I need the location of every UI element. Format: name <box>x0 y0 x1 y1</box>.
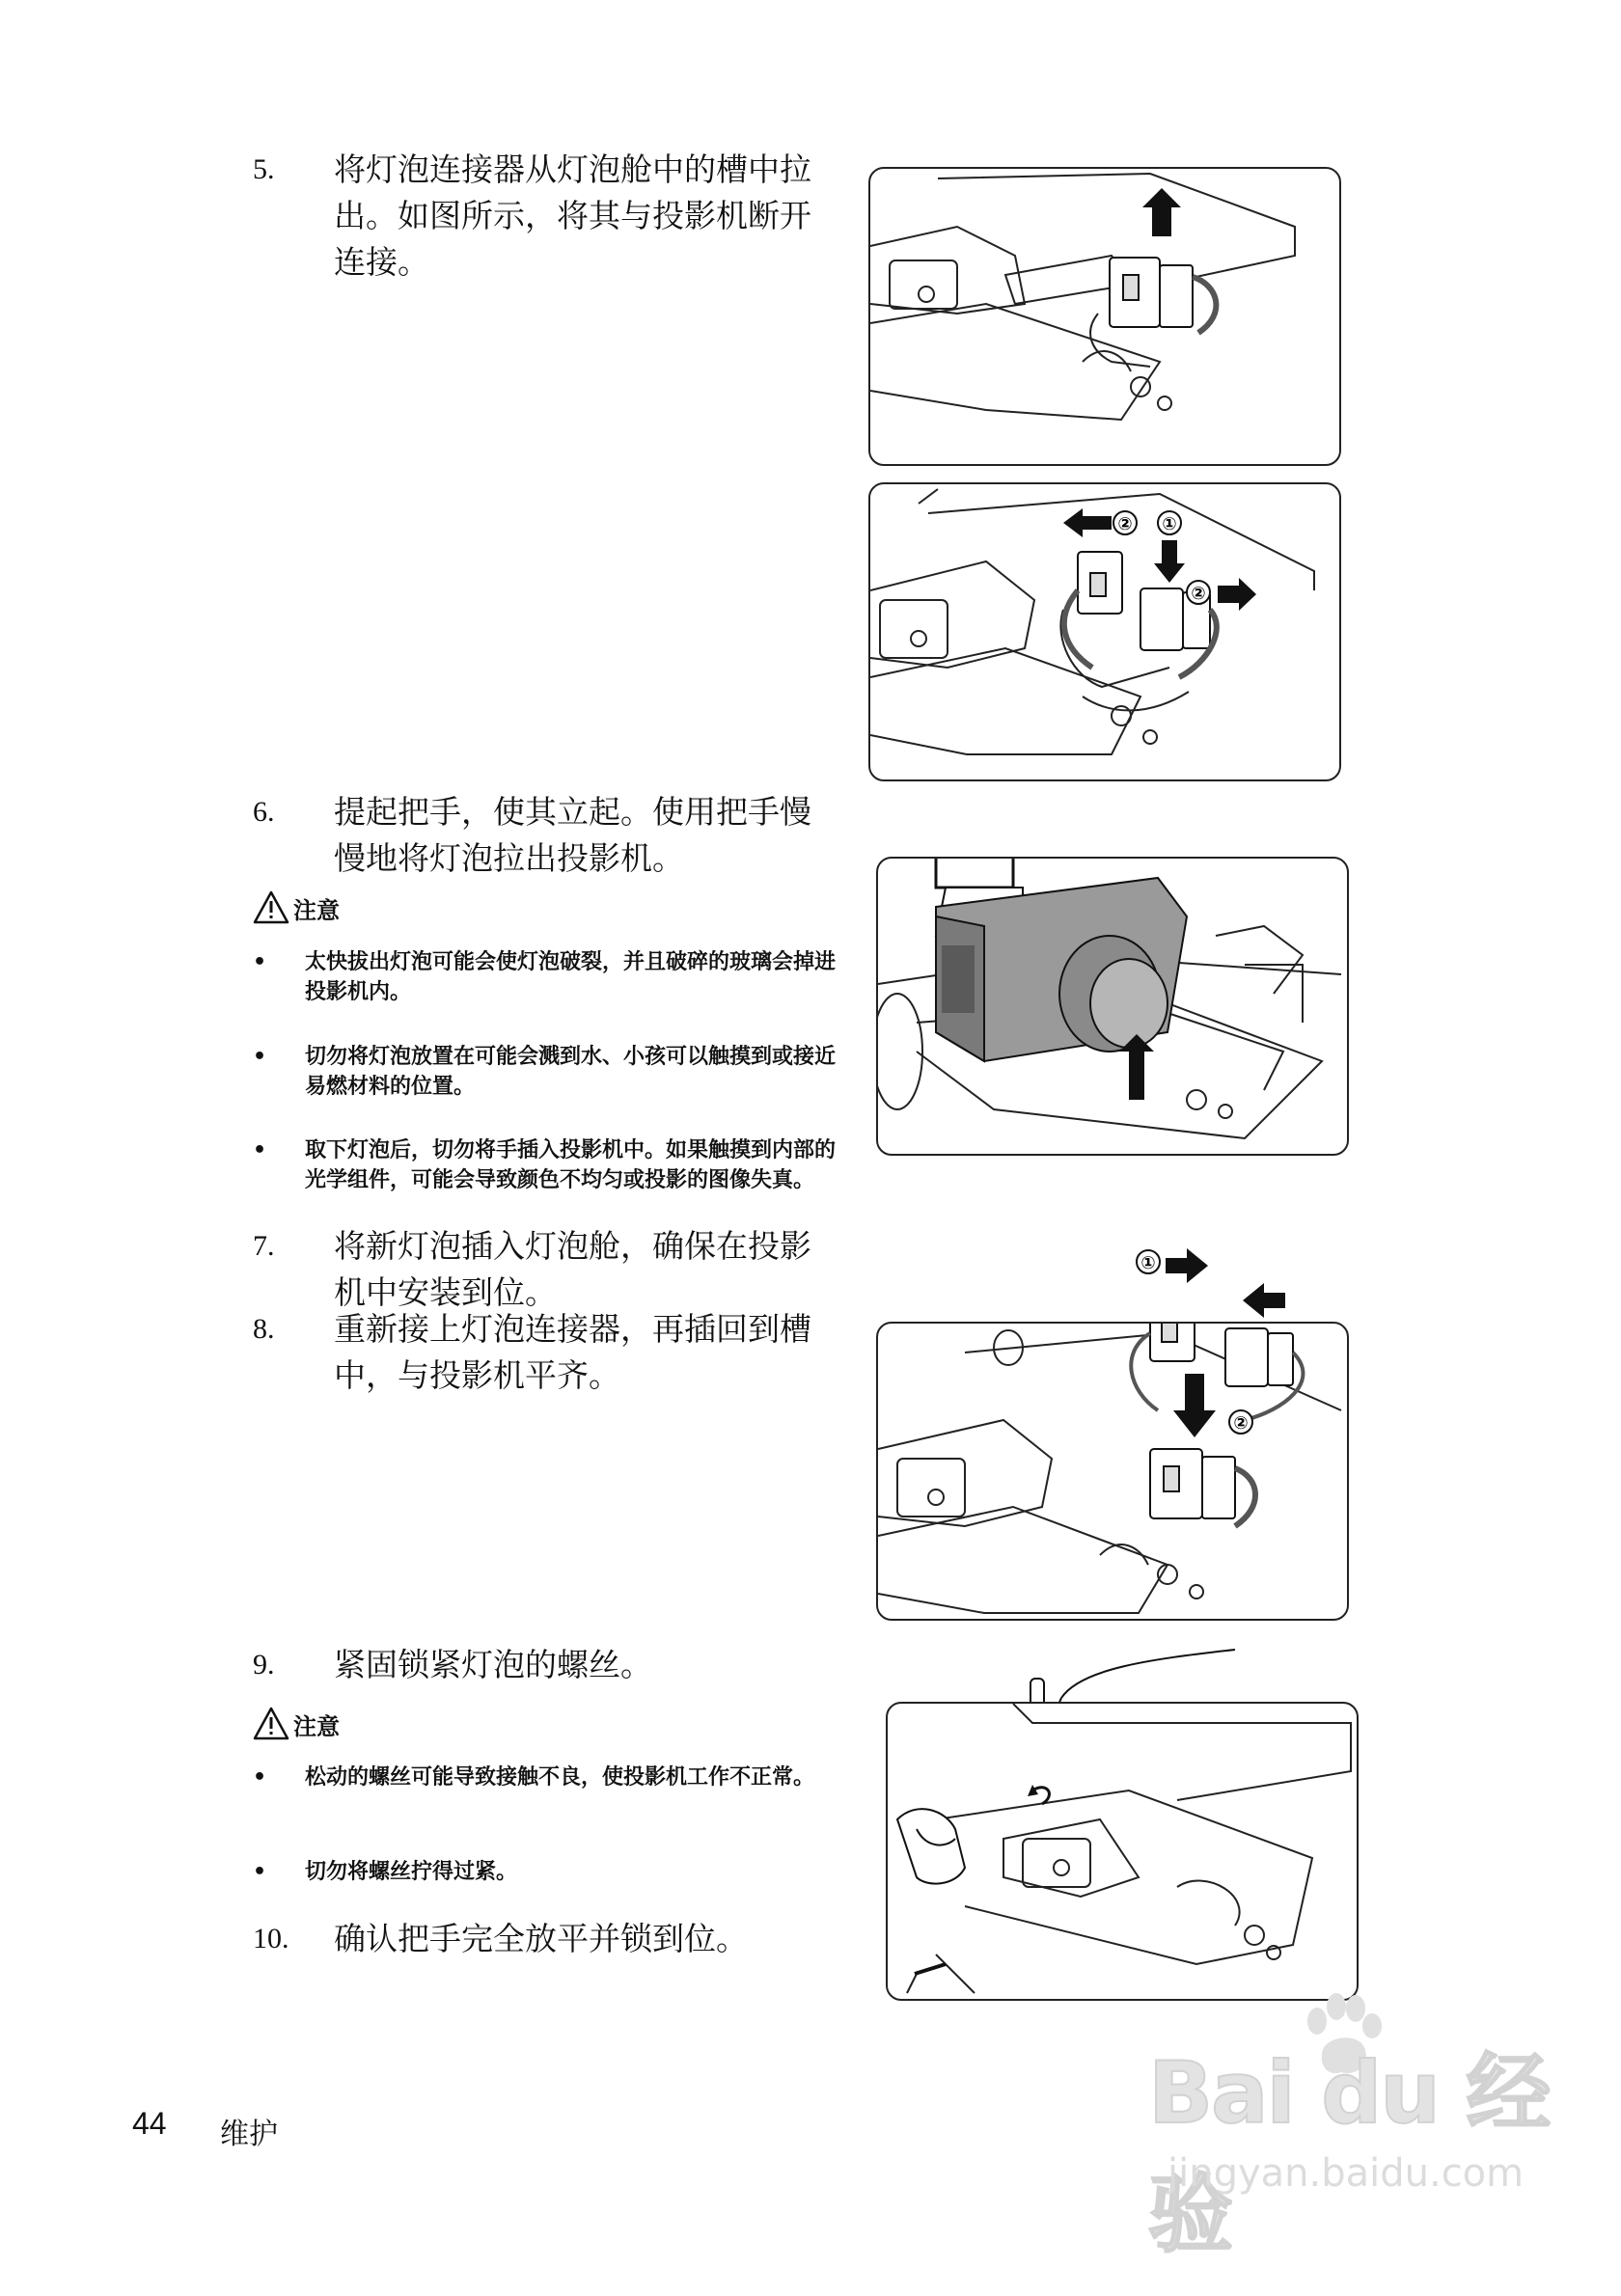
warning-icon <box>253 1707 289 1741</box>
page-number: 44 <box>132 2106 167 2141</box>
caution-heading <box>253 1702 340 1746</box>
figure-mark: ① <box>1162 514 1177 534</box>
bullet-dot: • <box>253 950 267 974</box>
figure-lamp-removal <box>876 857 1349 1156</box>
step-text: 重新接上灯泡连接器，再插回到槽中，与投影机平齐。 <box>334 1310 811 1394</box>
figure-screw-tighten <box>886 1702 1359 2001</box>
step-number: 7. <box>253 1230 275 1262</box>
section-title: 维护 <box>220 2118 278 2151</box>
warning-icon <box>253 890 289 925</box>
step-5 <box>253 147 841 286</box>
bullet-text: 松动的螺丝可能导致接触不良，使投影机工作不正常。 <box>305 1765 815 1790</box>
step-10 <box>253 1916 841 1962</box>
step-text: 将灯泡连接器从灯泡舱中的槽中拉出。如图所示，将其与投影机断开连接。 <box>334 150 811 281</box>
caution-bullet <box>253 1042 851 1102</box>
step-text: 将新灯泡插入灯泡舱，确保在投影机中安装到位。 <box>334 1227 811 1311</box>
figure-connector-separation <box>868 482 1341 781</box>
step-7 <box>253 1223 841 1316</box>
figure-mark: ② <box>1117 514 1133 534</box>
caution-bullet <box>253 1857 851 1887</box>
bullet-text: 太快拔出灯泡可能会使灯泡破裂，并且破碎的玻璃会掉进投影机内。 <box>305 950 837 1004</box>
figure-mark: ① <box>1140 1253 1156 1273</box>
step-9 <box>253 1642 841 1688</box>
step-6 <box>253 789 841 882</box>
bullet-dot: • <box>253 1765 267 1790</box>
caution-title: 注意 <box>293 896 340 924</box>
figure-connector-removal <box>868 167 1341 466</box>
bullet-text: 取下灯泡后，切勿将手插入投影机中。如果触摸到内部的光学组件，可能会导致颜色不均匀或投影的图像失真。 <box>305 1138 837 1192</box>
watermark-url: jingyan.baidu.com <box>1168 2151 1525 2196</box>
step-number: 10. <box>253 1923 289 1954</box>
caution-bullet <box>253 1135 851 1195</box>
step-8 <box>253 1306 841 1399</box>
bullet-dot: • <box>253 1045 267 1069</box>
bullet-text: 切勿将灯泡放置在可能会溅到水、小孩可以触摸到或接近易燃材料的位置。 <box>305 1045 837 1099</box>
step-text: 提起把手，使其立起。使用把手慢慢地将灯泡拉出投影机。 <box>334 793 811 877</box>
bullet-text: 切勿将螺丝拧得过紧。 <box>305 1860 518 1884</box>
caution-bullet <box>253 1763 851 1792</box>
figure-connector-reconnect <box>876 1322 1349 1621</box>
step-number: 9. <box>253 1649 275 1681</box>
figure-mark: ② <box>1233 1413 1249 1434</box>
step-text: 确认把手完全放平并锁到位。 <box>334 1920 748 1957</box>
figure-mark: ② <box>1191 584 1206 604</box>
caution-heading <box>253 886 340 930</box>
step-number: 5. <box>253 153 275 185</box>
step-number: 6. <box>253 796 275 828</box>
bullet-dot: • <box>253 1860 267 1884</box>
bullet-dot: • <box>253 1138 267 1162</box>
baidu-watermark <box>1148 2007 1553 2264</box>
step-text: 紧固锁紧灯泡的螺丝。 <box>334 1646 652 1683</box>
watermark-main: Bai du 经验 <box>1148 2043 1550 2264</box>
caution-bullet <box>253 947 851 1007</box>
caution-title: 注意 <box>293 1712 340 1740</box>
step-number: 8. <box>253 1313 275 1345</box>
